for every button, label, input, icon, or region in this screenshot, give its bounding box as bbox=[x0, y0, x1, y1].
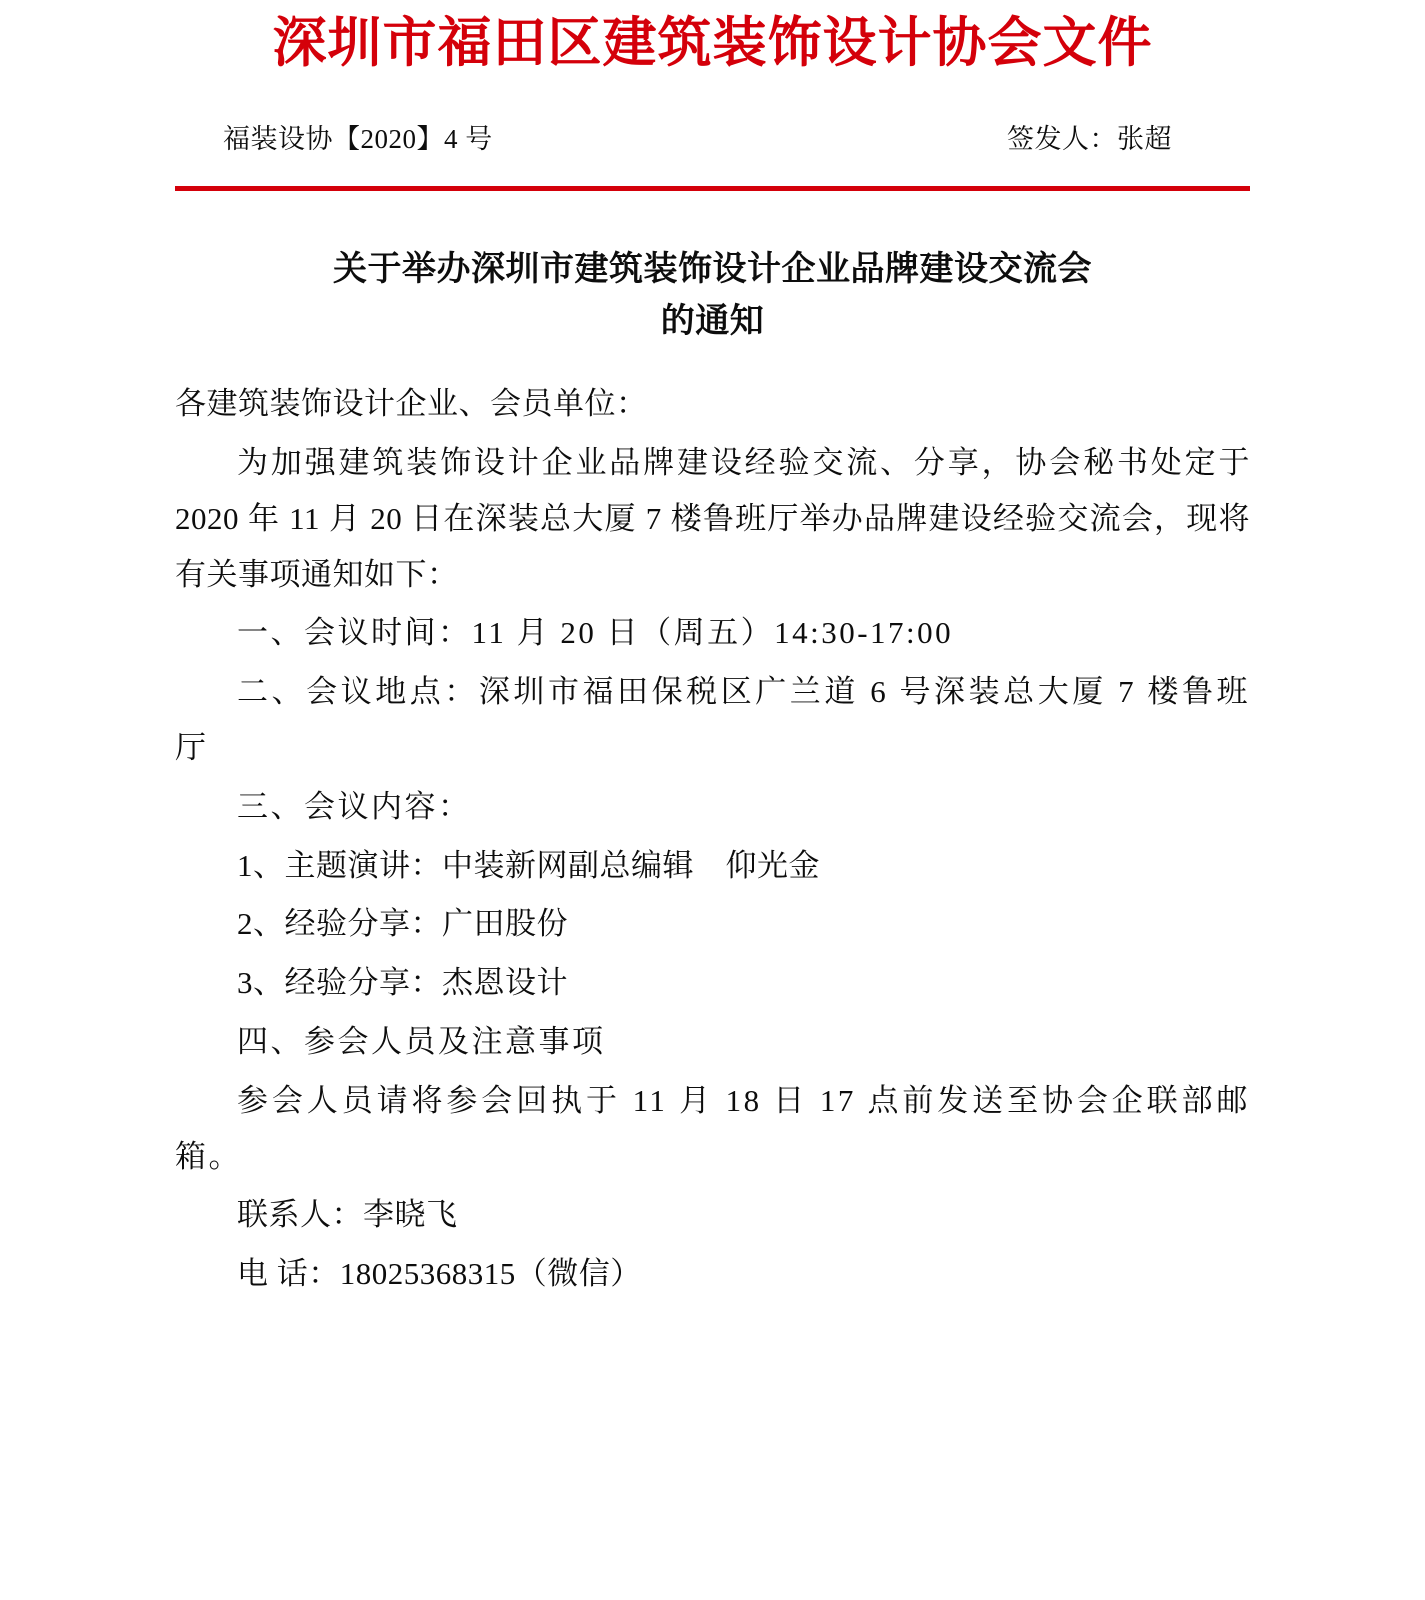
red-divider bbox=[175, 186, 1250, 191]
page-title: 深圳市福田区建筑装饰设计协会文件 bbox=[272, 10, 1153, 74]
content-item-3: 3、经验分享：杰恩设计 bbox=[237, 965, 568, 1001]
subject-line-1: 关于举办深圳市建筑装饰设计企业品牌建设交流会 bbox=[333, 248, 1092, 289]
contact-phone: 电 话：18025368315（微信） bbox=[237, 1256, 642, 1292]
contact-person: 联系人：李晓飞 bbox=[237, 1197, 458, 1233]
meeting-place: 二、会议地点：深圳市福田保税区广兰道 6 号深装总大厦 7 楼鲁班厅 bbox=[175, 674, 1250, 765]
attendees-heading: 四、参会人员及注意事项 bbox=[237, 1023, 606, 1059]
meeting-time: 一、会议时间：11 月 20 日（周五）14:30-17:00 bbox=[237, 615, 954, 651]
meeting-content-heading: 三、会议内容： bbox=[237, 788, 472, 824]
salutation: 各建筑装饰设计企业、会员单位： bbox=[175, 386, 648, 422]
attendees-note: 参会人员请将参会回执于 11 月 18 日 17 点前发送至协会企联部邮箱。 bbox=[175, 1082, 1250, 1174]
issuer-name: 签发人：张超 bbox=[1007, 123, 1172, 154]
content-item-2: 2、经验分享：广田股份 bbox=[237, 906, 568, 942]
subject-line-2: 的通知 bbox=[660, 301, 765, 342]
document-body bbox=[175, 376, 1250, 1302]
document-number: 福装设协【2020】4 号 bbox=[223, 123, 493, 154]
intro-paragraph: 为加强建筑装饰设计企业品牌建设经验交流、分享，协会秘书处定于 2020 年 11 月 20 日在深装总大厦 7 楼鲁班厅举办品牌建设经验交流会，现将有关事项通知如下： bbox=[175, 444, 1250, 592]
content-item-1: 1、主题演讲：中装新网副总编辑 仰光金 bbox=[237, 847, 820, 883]
document-subject bbox=[175, 243, 1250, 348]
document-meta bbox=[175, 117, 1250, 156]
